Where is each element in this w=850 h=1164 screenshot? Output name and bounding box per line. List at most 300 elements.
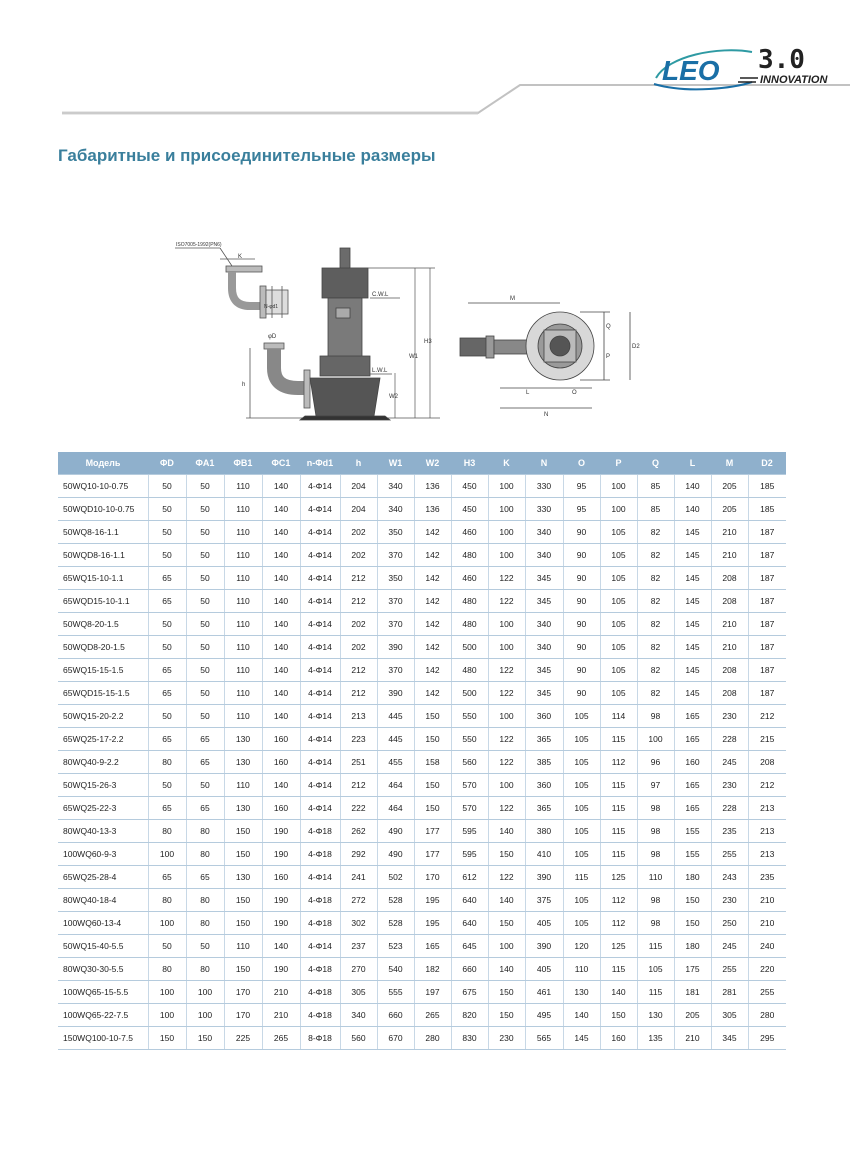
value-cell: 185 xyxy=(748,498,786,521)
label-cwl: C.W.L xyxy=(372,292,389,298)
value-cell: 385 xyxy=(525,751,563,774)
value-cell: 100 xyxy=(637,728,674,751)
value-cell: 142 xyxy=(414,567,451,590)
table-row xyxy=(58,820,786,843)
value-cell: 50 xyxy=(148,705,186,728)
value-cell: 4-Φ14 xyxy=(300,935,340,958)
value-cell: 130 xyxy=(637,1004,674,1027)
label-n: N xyxy=(544,412,549,418)
value-cell: 560 xyxy=(451,751,488,774)
model-cell: 100WQ60-13-4 xyxy=(58,912,148,935)
value-cell: 181 xyxy=(674,981,711,1004)
value-cell: 340 xyxy=(377,475,414,498)
value-cell: 205 xyxy=(711,498,748,521)
value-cell: 110 xyxy=(224,475,262,498)
value-cell: 82 xyxy=(637,682,674,705)
value-cell: 150 xyxy=(224,843,262,866)
table-row xyxy=(58,1027,786,1050)
value-cell: 150 xyxy=(674,912,711,935)
value-cell: 340 xyxy=(525,613,563,636)
value-cell: 110 xyxy=(637,866,674,889)
value-cell: 140 xyxy=(262,544,300,567)
value-cell: 230 xyxy=(711,705,748,728)
leo-logo-icon xyxy=(648,38,838,98)
value-cell: 150 xyxy=(224,820,262,843)
value-cell: 142 xyxy=(414,659,451,682)
value-cell: 350 xyxy=(377,567,414,590)
value-cell: 105 xyxy=(563,728,600,751)
value-cell: 237 xyxy=(340,935,377,958)
column-header: ΦC1 xyxy=(262,452,300,475)
value-cell: 90 xyxy=(563,544,600,567)
value-cell: 480 xyxy=(451,613,488,636)
value-cell: 165 xyxy=(674,728,711,751)
value-cell: 130 xyxy=(563,981,600,1004)
value-cell: 4-Φ14 xyxy=(300,728,340,751)
value-cell: 228 xyxy=(711,797,748,820)
value-cell: 345 xyxy=(525,567,563,590)
model-cell: 100WQ60-9-3 xyxy=(58,843,148,866)
label-o: O xyxy=(572,390,577,396)
value-cell: 523 xyxy=(377,935,414,958)
value-cell: 675 xyxy=(451,981,488,1004)
value-cell: 100 xyxy=(488,935,525,958)
value-cell: 165 xyxy=(674,774,711,797)
value-cell: 180 xyxy=(674,935,711,958)
value-cell: 65 xyxy=(148,590,186,613)
value-cell: 4-Φ14 xyxy=(300,751,340,774)
value-cell: 140 xyxy=(563,1004,600,1027)
model-cell: 50WQ8-20-1.5 xyxy=(58,613,148,636)
value-cell: 360 xyxy=(525,705,563,728)
value-cell: 100 xyxy=(148,1004,186,1027)
value-cell: 170 xyxy=(224,981,262,1004)
value-cell: 122 xyxy=(488,590,525,613)
label-lwl: L.W.L xyxy=(372,368,388,374)
value-cell: 65 xyxy=(148,567,186,590)
value-cell: 150 xyxy=(414,774,451,797)
value-cell: 405 xyxy=(525,912,563,935)
value-cell: 375 xyxy=(525,889,563,912)
label-phi-d1: N-φd1 xyxy=(264,304,279,310)
value-cell: 390 xyxy=(525,866,563,889)
column-header: ΦD xyxy=(148,452,186,475)
value-cell: 370 xyxy=(377,613,414,636)
value-cell: 65 xyxy=(148,797,186,820)
value-cell: 213 xyxy=(748,843,786,866)
value-cell: 114 xyxy=(600,705,637,728)
table-row xyxy=(58,475,786,498)
value-cell: 105 xyxy=(600,613,637,636)
value-cell: 262 xyxy=(340,820,377,843)
value-cell: 240 xyxy=(748,935,786,958)
value-cell: 4-Φ18 xyxy=(300,912,340,935)
value-cell: 265 xyxy=(262,1027,300,1050)
value-cell: 213 xyxy=(340,705,377,728)
version-text: 3.0 xyxy=(758,45,805,75)
value-cell: 80 xyxy=(186,889,224,912)
value-cell: 390 xyxy=(377,636,414,659)
value-cell: 100 xyxy=(148,843,186,866)
label-h3: H3 xyxy=(424,339,432,345)
value-cell: 105 xyxy=(600,682,637,705)
value-cell: 640 xyxy=(451,889,488,912)
value-cell: 215 xyxy=(748,728,786,751)
model-cell: 80WQ30-30-5.5 xyxy=(58,958,148,981)
value-cell: 460 xyxy=(451,567,488,590)
value-cell: 50 xyxy=(186,521,224,544)
value-cell: 145 xyxy=(674,544,711,567)
value-cell: 595 xyxy=(451,820,488,843)
value-cell: 4-Φ18 xyxy=(300,889,340,912)
value-cell: 195 xyxy=(414,889,451,912)
value-cell: 330 xyxy=(525,475,563,498)
value-cell: 65 xyxy=(148,659,186,682)
value-cell: 460 xyxy=(451,521,488,544)
label-k: K xyxy=(238,254,243,260)
value-cell: 140 xyxy=(262,590,300,613)
value-cell: 50 xyxy=(186,774,224,797)
column-header: n-Φd1 xyxy=(300,452,340,475)
value-cell: 4-Φ14 xyxy=(300,590,340,613)
value-cell: 165 xyxy=(414,935,451,958)
label-d2: D2 xyxy=(632,344,640,350)
value-cell: 145 xyxy=(674,567,711,590)
model-cell: 50WQD10-10-0.75 xyxy=(58,498,148,521)
value-cell: 142 xyxy=(414,636,451,659)
value-cell: 155 xyxy=(674,843,711,866)
value-cell: 125 xyxy=(600,866,637,889)
value-cell: 212 xyxy=(340,567,377,590)
value-cell: 210 xyxy=(748,912,786,935)
column-header: K xyxy=(488,452,525,475)
value-cell: 155 xyxy=(674,820,711,843)
value-cell: 190 xyxy=(262,889,300,912)
value-cell: 100 xyxy=(488,498,525,521)
value-cell: 140 xyxy=(262,498,300,521)
value-cell: 105 xyxy=(600,590,637,613)
value-cell: 177 xyxy=(414,820,451,843)
value-cell: 105 xyxy=(563,843,600,866)
value-cell: 150 xyxy=(488,1004,525,1027)
value-cell: 245 xyxy=(711,935,748,958)
model-cell: 65WQ15-15-1.5 xyxy=(58,659,148,682)
value-cell: 202 xyxy=(340,544,377,567)
value-cell: 555 xyxy=(377,981,414,1004)
value-cell: 197 xyxy=(414,981,451,1004)
value-cell: 100 xyxy=(186,981,224,1004)
value-cell: 100 xyxy=(488,636,525,659)
column-header: Q xyxy=(637,452,674,475)
value-cell: 208 xyxy=(711,567,748,590)
value-cell: 165 xyxy=(674,705,711,728)
value-cell: 292 xyxy=(340,843,377,866)
table-row xyxy=(58,1004,786,1027)
value-cell: 150 xyxy=(488,981,525,1004)
value-cell: 100 xyxy=(488,521,525,544)
value-cell: 105 xyxy=(563,774,600,797)
value-cell: 365 xyxy=(525,797,563,820)
value-cell: 100 xyxy=(488,475,525,498)
value-cell: 480 xyxy=(451,544,488,567)
value-cell: 280 xyxy=(748,1004,786,1027)
value-cell: 330 xyxy=(525,498,563,521)
value-cell: 187 xyxy=(748,613,786,636)
value-cell: 122 xyxy=(488,567,525,590)
pump-dimension-drawing xyxy=(160,228,660,433)
value-cell: 50 xyxy=(148,774,186,797)
value-cell: 370 xyxy=(377,590,414,613)
value-cell: 80 xyxy=(186,912,224,935)
value-cell: 160 xyxy=(674,751,711,774)
value-cell: 140 xyxy=(488,889,525,912)
value-cell: 208 xyxy=(711,682,748,705)
value-cell: 150 xyxy=(488,912,525,935)
value-cell: 80 xyxy=(186,820,224,843)
label-m: M xyxy=(510,296,515,302)
value-cell: 190 xyxy=(262,958,300,981)
value-cell: 150 xyxy=(414,728,451,751)
value-cell: 130 xyxy=(224,866,262,889)
value-cell: 210 xyxy=(711,521,748,544)
value-cell: 135 xyxy=(637,1027,674,1050)
value-cell: 82 xyxy=(637,613,674,636)
model-cell: 80WQ40-18-4 xyxy=(58,889,148,912)
value-cell: 110 xyxy=(224,935,262,958)
value-cell: 65 xyxy=(148,728,186,751)
value-cell: 110 xyxy=(224,544,262,567)
table-row xyxy=(58,843,786,866)
value-cell: 4-Φ14 xyxy=(300,567,340,590)
value-cell: 100 xyxy=(488,544,525,567)
value-cell: 110 xyxy=(224,590,262,613)
value-cell: 340 xyxy=(340,1004,377,1027)
column-header: H3 xyxy=(451,452,488,475)
value-cell: 365 xyxy=(525,728,563,751)
value-cell: 105 xyxy=(563,912,600,935)
value-cell: 4-Φ14 xyxy=(300,521,340,544)
model-cell: 50WQ15-40-5.5 xyxy=(58,935,148,958)
value-cell: 150 xyxy=(488,843,525,866)
value-cell: 100 xyxy=(148,912,186,935)
value-cell: 550 xyxy=(451,705,488,728)
value-cell: 4-Φ18 xyxy=(300,958,340,981)
value-cell: 65 xyxy=(186,751,224,774)
value-cell: 130 xyxy=(224,728,262,751)
logo-text: LEO xyxy=(662,55,720,86)
table-row xyxy=(58,728,786,751)
value-cell: 450 xyxy=(451,498,488,521)
value-cell: 110 xyxy=(224,498,262,521)
table-row xyxy=(58,912,786,935)
value-cell: 190 xyxy=(262,912,300,935)
value-cell: 65 xyxy=(148,866,186,889)
value-cell: 820 xyxy=(451,1004,488,1027)
column-header: ΦB1 xyxy=(224,452,262,475)
value-cell: 241 xyxy=(340,866,377,889)
value-cell: 115 xyxy=(600,797,637,820)
value-cell: 222 xyxy=(340,797,377,820)
value-cell: 255 xyxy=(748,981,786,1004)
value-cell: 65 xyxy=(186,728,224,751)
value-cell: 110 xyxy=(224,521,262,544)
value-cell: 265 xyxy=(414,1004,451,1027)
value-cell: 212 xyxy=(340,659,377,682)
model-cell: 80WQ40-13-3 xyxy=(58,820,148,843)
value-cell: 305 xyxy=(711,1004,748,1027)
column-header: L xyxy=(674,452,711,475)
value-cell: 204 xyxy=(340,475,377,498)
value-cell: 160 xyxy=(262,751,300,774)
value-cell: 122 xyxy=(488,797,525,820)
value-cell: 112 xyxy=(600,751,637,774)
value-cell: 50 xyxy=(186,567,224,590)
table-row xyxy=(58,889,786,912)
model-cell: 80WQ40-9-2.2 xyxy=(58,751,148,774)
model-cell: 65WQ25-22-3 xyxy=(58,797,148,820)
table-row xyxy=(58,774,786,797)
value-cell: 202 xyxy=(340,613,377,636)
value-cell: 528 xyxy=(377,912,414,935)
column-header: N xyxy=(525,452,563,475)
model-cell: 100WQ65-15-5.5 xyxy=(58,981,148,1004)
value-cell: 270 xyxy=(340,958,377,981)
value-cell: 235 xyxy=(748,866,786,889)
value-cell: 50 xyxy=(186,590,224,613)
value-cell: 612 xyxy=(451,866,488,889)
table-row xyxy=(58,682,786,705)
value-cell: 140 xyxy=(262,636,300,659)
value-cell: 560 xyxy=(340,1027,377,1050)
value-cell: 4-Φ18 xyxy=(300,981,340,1004)
value-cell: 122 xyxy=(488,682,525,705)
value-cell: 405 xyxy=(525,958,563,981)
value-cell: 830 xyxy=(451,1027,488,1050)
value-cell: 4-Φ14 xyxy=(300,498,340,521)
value-cell: 50 xyxy=(186,705,224,728)
value-cell: 390 xyxy=(377,682,414,705)
value-cell: 145 xyxy=(674,682,711,705)
value-cell: 160 xyxy=(262,728,300,751)
value-cell: 645 xyxy=(451,935,488,958)
value-cell: 4-Φ14 xyxy=(300,774,340,797)
value-cell: 390 xyxy=(525,935,563,958)
value-cell: 105 xyxy=(563,797,600,820)
value-cell: 295 xyxy=(748,1027,786,1050)
value-cell: 150 xyxy=(186,1027,224,1050)
value-cell: 202 xyxy=(340,521,377,544)
value-cell: 150 xyxy=(224,889,262,912)
value-cell: 105 xyxy=(600,521,637,544)
value-cell: 50 xyxy=(148,475,186,498)
value-cell: 105 xyxy=(563,705,600,728)
model-cell: 50WQD8-16-1.1 xyxy=(58,544,148,567)
value-cell: 105 xyxy=(600,636,637,659)
value-cell: 80 xyxy=(148,958,186,981)
value-cell: 100 xyxy=(148,981,186,1004)
value-cell: 98 xyxy=(637,889,674,912)
value-cell: 220 xyxy=(748,958,786,981)
value-cell: 190 xyxy=(262,820,300,843)
value-cell: 136 xyxy=(414,475,451,498)
model-cell: 50WQ8-16-1.1 xyxy=(58,521,148,544)
value-cell: 115 xyxy=(637,935,674,958)
value-cell: 461 xyxy=(525,981,563,1004)
model-cell: 65WQD15-10-1.1 xyxy=(58,590,148,613)
value-cell: 213 xyxy=(748,797,786,820)
value-cell: 170 xyxy=(224,1004,262,1027)
value-cell: 130 xyxy=(224,797,262,820)
column-header: D2 xyxy=(748,452,786,475)
value-cell: 82 xyxy=(637,590,674,613)
header-row xyxy=(58,452,786,475)
label-p: P xyxy=(606,354,611,360)
value-cell: 380 xyxy=(525,820,563,843)
value-cell: 82 xyxy=(637,636,674,659)
section-title: Габаритные и присоединительные размеры xyxy=(58,146,436,165)
model-cell: 50WQ15-20-2.2 xyxy=(58,705,148,728)
value-cell: 480 xyxy=(451,659,488,682)
dimensions-table xyxy=(58,452,786,1050)
value-cell: 115 xyxy=(600,728,637,751)
value-cell: 187 xyxy=(748,544,786,567)
value-cell: 150 xyxy=(674,889,711,912)
value-cell: 140 xyxy=(262,475,300,498)
value-cell: 595 xyxy=(451,843,488,866)
value-cell: 105 xyxy=(563,751,600,774)
value-cell: 50 xyxy=(186,498,224,521)
value-cell: 105 xyxy=(600,567,637,590)
value-cell: 4-Φ14 xyxy=(300,866,340,889)
value-cell: 205 xyxy=(674,1004,711,1027)
value-cell: 90 xyxy=(563,682,600,705)
column-header: h xyxy=(340,452,377,475)
value-cell: 213 xyxy=(748,820,786,843)
value-cell: 360 xyxy=(525,774,563,797)
value-cell: 145 xyxy=(674,613,711,636)
label-h: h xyxy=(242,382,246,388)
value-cell: 140 xyxy=(262,774,300,797)
value-cell: 4-Φ14 xyxy=(300,705,340,728)
value-cell: 80 xyxy=(148,751,186,774)
value-cell: 110 xyxy=(224,774,262,797)
value-cell: 145 xyxy=(674,521,711,544)
value-cell: 255 xyxy=(711,843,748,866)
value-cell: 464 xyxy=(377,797,414,820)
value-cell: 160 xyxy=(262,797,300,820)
value-cell: 340 xyxy=(525,544,563,567)
value-cell: 182 xyxy=(414,958,451,981)
value-cell: 528 xyxy=(377,889,414,912)
value-cell: 345 xyxy=(711,1027,748,1050)
value-cell: 158 xyxy=(414,751,451,774)
value-cell: 98 xyxy=(637,820,674,843)
model-cell: 65WQ15-10-1.1 xyxy=(58,567,148,590)
value-cell: 230 xyxy=(711,774,748,797)
table-row xyxy=(58,705,786,728)
value-cell: 50 xyxy=(148,636,186,659)
model-cell: 65WQ25-28-4 xyxy=(58,866,148,889)
value-cell: 140 xyxy=(600,981,637,1004)
value-cell: 4-Φ14 xyxy=(300,682,340,705)
value-cell: 4-Φ14 xyxy=(300,636,340,659)
value-cell: 4-Φ14 xyxy=(300,659,340,682)
column-header: P xyxy=(600,452,637,475)
plan-view xyxy=(460,296,640,418)
value-cell: 97 xyxy=(637,774,674,797)
value-cell: 100 xyxy=(488,613,525,636)
value-cell: 142 xyxy=(414,613,451,636)
